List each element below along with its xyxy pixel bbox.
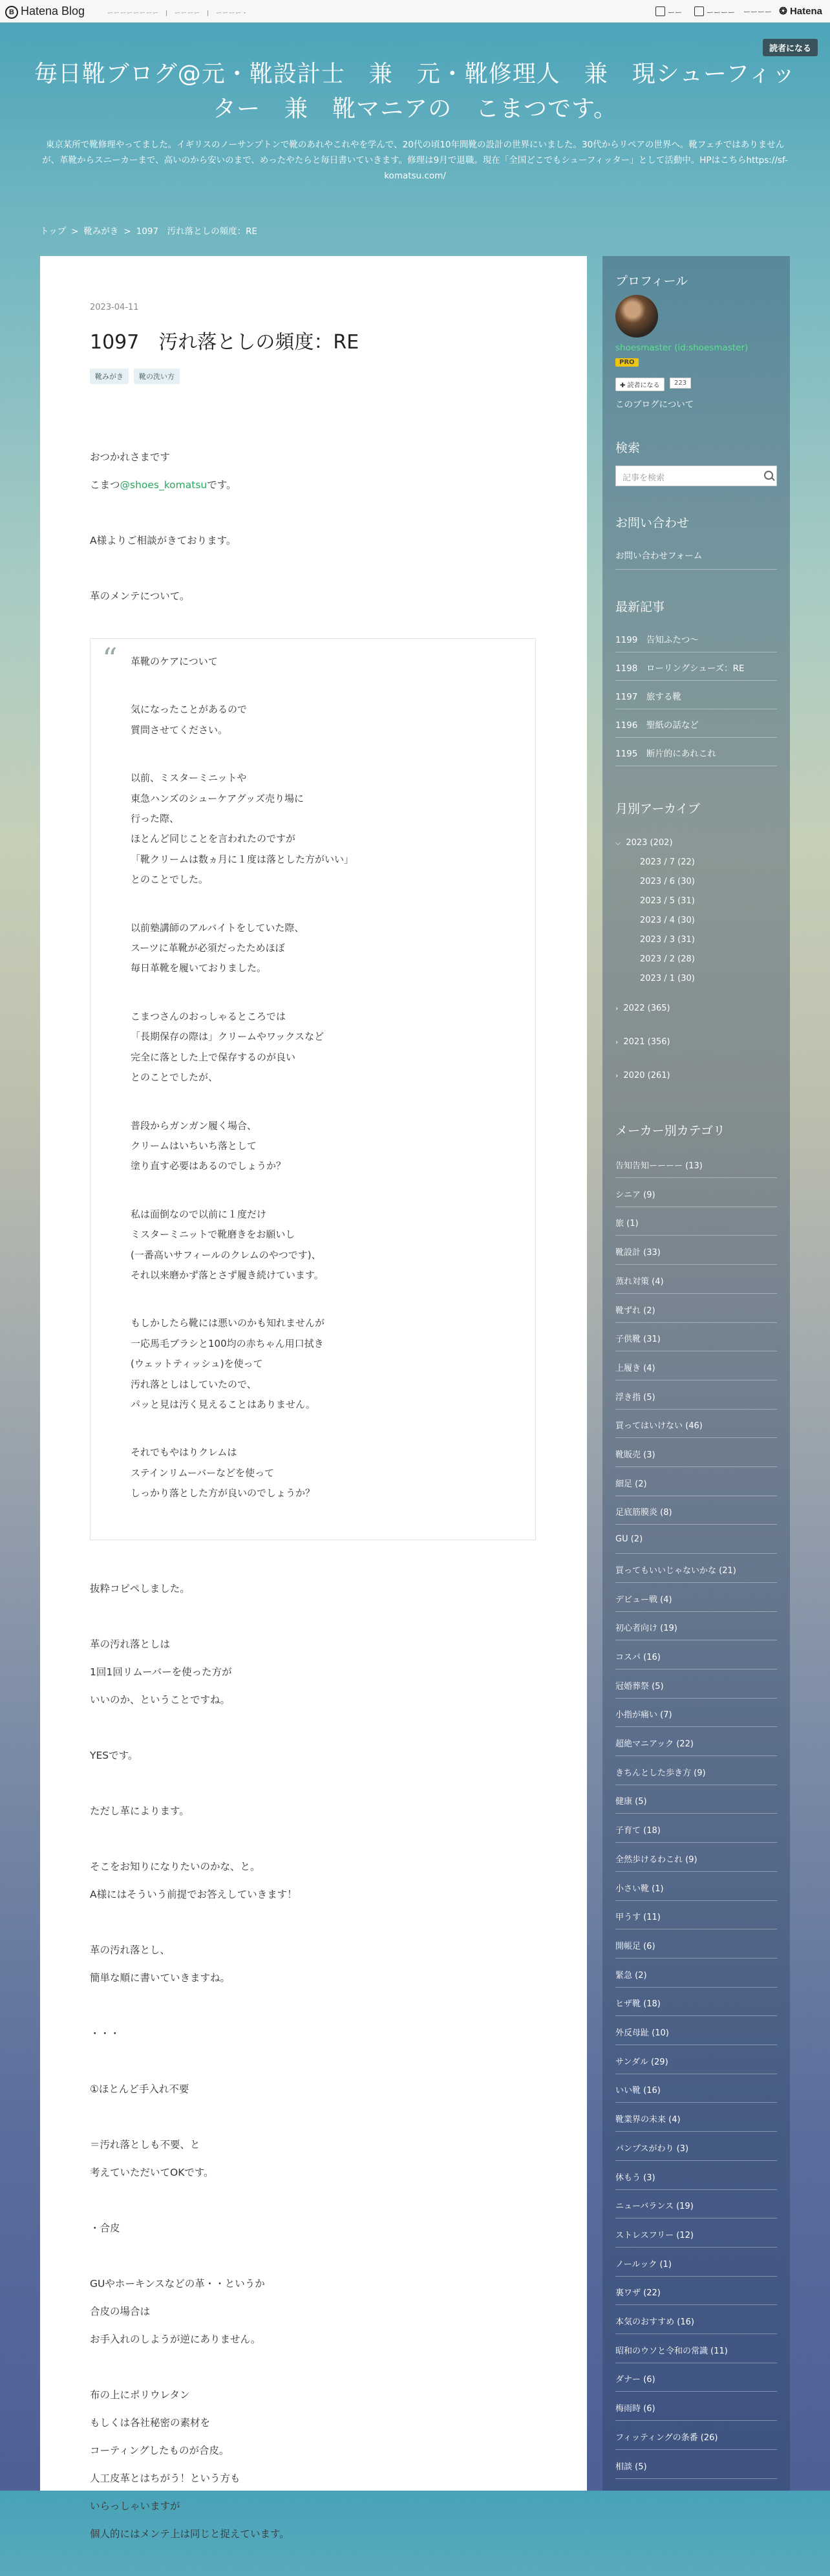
- article-paragraph: [90, 2131, 536, 2187]
- divider: [615, 1813, 777, 1814]
- divider: [615, 2189, 777, 2190]
- quote-line: 行った際、: [131, 813, 180, 825]
- hatena-logo[interactable]: ❂ Hatena: [779, 6, 822, 17]
- category-link[interactable]: きちんとした歩き方 (9): [615, 1768, 706, 1778]
- divider: [615, 2276, 777, 2277]
- sidebar: [602, 256, 790, 2491]
- article-title[interactable]: 1097 汚れ落としの頻度：RE: [90, 331, 359, 354]
- divider: [615, 1582, 777, 1583]
- category-link[interactable]: 浮き指 (5): [615, 1392, 655, 1402]
- category-link[interactable]: 靴ずれ (2): [615, 1305, 655, 1316]
- user-menu[interactable]: [743, 6, 772, 17]
- category-link[interactable]: 本気のおすすめ (16): [615, 2317, 694, 2327]
- category-link[interactable]: 足底筋膜炎 (8): [615, 1508, 672, 1518]
- quote-paragraph: [131, 1313, 516, 1415]
- divider: [615, 1322, 777, 1323]
- category-link[interactable]: ヒザ靴 (18): [615, 1999, 661, 2010]
- archive-month-link[interactable]: 2023 / 6 (30): [640, 877, 695, 886]
- archive-year-link[interactable]: [615, 1071, 670, 1080]
- article-paragraph: [90, 2381, 536, 2548]
- category-link[interactable]: 告知告知ーーーー (13): [615, 1161, 703, 1171]
- quote-paragraph: [131, 1443, 516, 1503]
- divider: [615, 569, 777, 570]
- category-link[interactable]: パンプスがわり (3): [615, 2143, 689, 2154]
- quote-line: (ウェットティッシュ)を使って: [131, 1358, 263, 1370]
- recent-article-link[interactable]: 1196 聖紙の話など: [615, 720, 699, 731]
- text-line: コーティングしたものが合皮。: [90, 2444, 229, 2456]
- category-link[interactable]: 初心者向け (19): [615, 1624, 677, 1634]
- quote-paragraph: [131, 918, 516, 979]
- quote-paragraph: [131, 768, 516, 890]
- article-body: [90, 444, 536, 2576]
- category-link[interactable]: 全然歩けるわこれ (9): [615, 1854, 697, 1865]
- quote-line: クリームはいちいち落として: [131, 1139, 257, 1152]
- text-line: いらっしゃいますが: [90, 2500, 180, 2512]
- user-menu-label: ーーーー: [743, 8, 772, 16]
- archive-year-label: 2020 (261): [623, 1071, 670, 1080]
- quote-line: 一応馬毛ブラシと100均の赤ちゃん用口拭き: [131, 1337, 324, 1349]
- article: [40, 256, 587, 2540]
- divider: [615, 1437, 777, 1438]
- chevron-right-icon: ›: [615, 1004, 619, 1013]
- quote-line: 汚れ落としはしていたので、: [131, 1378, 257, 1390]
- category-link[interactable]: 細足 (2): [615, 1479, 647, 1489]
- text-line: 合皮の場合は: [90, 2305, 151, 2317]
- category-link[interactable]: 買ってはいけない (46): [615, 1421, 703, 1432]
- archive-year-label: 2022 (365): [623, 1004, 670, 1013]
- category-heading: メーカー別カテゴリ: [615, 1124, 725, 1138]
- divider: [615, 737, 777, 738]
- category-link[interactable]: 蒸れ対策 (4): [615, 1276, 664, 1287]
- category-link[interactable]: 開帳足 (6): [615, 1941, 655, 1951]
- category-link[interactable]: 小指が痛い (7): [615, 1710, 672, 1721]
- archive-year-2023-label: 2023 (202): [626, 838, 673, 848]
- consult-paragraph: A様よりご相談がきております。: [90, 535, 237, 546]
- quote-paragraph: [131, 700, 516, 740]
- divider: [615, 1177, 777, 1178]
- quote-line: 質問させてください。: [131, 724, 228, 736]
- divider: [615, 2131, 777, 2132]
- text-line: お手入れのしようが逆にありません。: [90, 2333, 261, 2345]
- dashboard-icon: [694, 6, 704, 16]
- archive-year-link[interactable]: [615, 1037, 670, 1047]
- category-link[interactable]: シニア (9): [615, 1190, 655, 1200]
- divider: [615, 1726, 777, 1727]
- category-link[interactable]: ノールック (1): [615, 2259, 672, 2270]
- quote-paragraph: [131, 1116, 516, 1177]
- category-link[interactable]: 健康 (5): [615, 1797, 647, 1807]
- category-link[interactable]: 旅 (1): [615, 1219, 639, 1229]
- divider: [615, 2391, 777, 2392]
- category-link[interactable]: 外反母趾 (10): [615, 2028, 669, 2038]
- quote-line: それでもやはりクレムは: [131, 1446, 237, 1459]
- divider: [615, 2478, 777, 2479]
- intro-prefix: こまつ: [90, 479, 120, 491]
- contact-form-link[interactable]: お問い合わせフォーム: [615, 551, 703, 561]
- quote-block: [90, 638, 536, 1540]
- recent-article-link[interactable]: 1198 ローリングシューズ：RE: [615, 663, 745, 674]
- category-link[interactable]: 梅雨時 (6): [615, 2404, 655, 2414]
- divider: [615, 1553, 777, 1554]
- dashboard-button[interactable]: [694, 6, 735, 17]
- text-line: ・・・: [90, 2027, 120, 2039]
- divider: [615, 1611, 777, 1612]
- category-link[interactable]: 靴販売 (3): [615, 1450, 655, 1460]
- recent-article-link[interactable]: 1195 断片的にあれこれ: [615, 749, 716, 759]
- write-button[interactable]: [655, 6, 682, 17]
- quote-line: 以前、ミスターミニットや: [131, 772, 247, 784]
- category-link[interactable]: 子育て (18): [615, 1826, 661, 1836]
- quote-line: 革靴のケアについて: [131, 656, 218, 667]
- text-line: ・合皮: [90, 2222, 120, 2234]
- text-line: 簡単な順に書いていきますね。: [90, 1971, 231, 1984]
- contact-heading: お問い合わせ: [615, 516, 690, 530]
- recent-article-link[interactable]: 1197 旅する靴: [615, 692, 681, 702]
- article-paragraph: [90, 2215, 536, 2242]
- tag-shoe-wash[interactable]: 靴の洗い方: [134, 369, 180, 384]
- logo-text: Hatena Blog: [21, 5, 85, 17]
- header-menu-placeholder[interactable]: ーーーーーーーー | ーーーー | ーーーー・: [107, 10, 249, 17]
- category-link[interactable]: ダナー (6): [615, 2375, 655, 2385]
- greeting: おつかれさまです: [90, 451, 170, 463]
- category-link[interactable]: 昭和のウソと令和の常識 (11): [615, 2346, 728, 2356]
- category-link[interactable]: ニューバランス (19): [615, 2202, 694, 2212]
- archive-month-link[interactable]: 2023 / 3 (31): [640, 935, 695, 945]
- archive-heading: 月別アーカイブ: [615, 802, 700, 816]
- category-link[interactable]: いい靴 (16): [615, 2086, 661, 2096]
- category-link[interactable]: 相談 (5): [615, 2462, 647, 2472]
- category-link[interactable]: 超絶マニアック (22): [615, 1739, 694, 1749]
- quote-line: こまつさんのおっしゃるところでは: [131, 1010, 286, 1022]
- text-line: 布の上にポリウレタン: [90, 2388, 190, 2401]
- quote-icon: “: [102, 641, 118, 676]
- quote-line: (一番高いサフィールのクレムのやつです)、: [131, 1249, 321, 1261]
- archive-month-link[interactable]: 2023 / 2 (28): [640, 954, 695, 964]
- divider: [615, 2160, 777, 2161]
- search-heading: 検索: [615, 441, 641, 455]
- quote-line: スーツに革靴が必須だったためほぼ: [131, 942, 285, 954]
- intro: [90, 471, 536, 499]
- category-link[interactable]: 裏ワザ (22): [615, 2288, 661, 2299]
- dashboard-label: ーーーー: [707, 8, 735, 17]
- intro-suffix: です。: [207, 479, 237, 491]
- article-tags: [90, 369, 185, 384]
- tag-shoe-polish[interactable]: 靴みがき: [90, 369, 129, 384]
- article-paragraph: [90, 2270, 536, 2354]
- archive-year-2023[interactable]: [615, 838, 673, 848]
- archive-month-link[interactable]: 2023 / 4 (30): [640, 916, 695, 925]
- about-link[interactable]: このブログについて: [615, 400, 694, 410]
- article-paragraph: [90, 1853, 536, 1909]
- category-link[interactable]: 緊急 (2): [615, 1970, 647, 1980]
- global-header: [0, 0, 830, 23]
- quote-line: 「靴クリームは数ヵ月に１度は落とした方がいい」: [131, 853, 354, 865]
- quote-line: パッと見は汚く見えることはありません。: [131, 1398, 315, 1410]
- blog-description: 東京某所で靴修理やってました。イギリスのノーサンプトンで靴のあれやこれやを学んで、20代の頃10年間靴の設計の世界にいました。30代からリペアの世界へ。靴フェチではありませんが、革靴からスニーカーまで、高いのから安いのまで、めったやたらと毎日書いていきます。修理は9月で退職。現在「全国どこでもシューフィッター」として活動中。HPはこちらhttps://sf-komatsu.com/: [42, 140, 788, 181]
- category-link[interactable]: 休もう (3): [615, 2173, 655, 2183]
- article-paragraph: [90, 1631, 536, 1714]
- text-line: 1回1回リムーバーを使った方が: [90, 1666, 232, 1678]
- article-after-quote: [90, 1575, 536, 2548]
- quote-line: ステインリムーバーなどを使って: [131, 1466, 275, 1479]
- text-line: GUやホーキンスなどの革・・というか: [90, 2277, 265, 2290]
- category-link[interactable]: ストレスフリー (12): [615, 2230, 694, 2240]
- quote-line: 普段からガンガン履く場合、: [131, 1119, 257, 1132]
- article-paragraph: [90, 1798, 536, 1825]
- quote-paragraph: [131, 652, 516, 672]
- category-link[interactable]: GU (2): [615, 1534, 643, 1545]
- divider: [615, 1842, 777, 1843]
- text-line: 革の汚れ落とし、: [90, 1944, 171, 1956]
- breadcrumb: トップ > 靴みがき > 1097 汚れ落としの頻度：RE: [40, 226, 258, 237]
- article-paragraph: [90, 1937, 536, 1992]
- text-line: ＝汚れ落としも不要、と: [90, 2138, 200, 2151]
- divider: [615, 1409, 777, 1410]
- divider: [615, 1987, 777, 1988]
- profile-heading: プロフィール: [615, 274, 688, 288]
- quote-paragraph: [131, 1205, 516, 1286]
- pro-badge: PRO: [615, 358, 639, 367]
- write-label: ーー: [668, 8, 682, 17]
- quote-paragraph: [131, 1007, 516, 1088]
- recent-article-link[interactable]: 1199 告知ふたつ〜: [615, 635, 699, 645]
- divider: [615, 2247, 777, 2248]
- category-link[interactable]: 甲うす (11): [615, 1913, 661, 1923]
- hatena-blog-logo[interactable]: [5, 5, 85, 19]
- text-line: A様にはそういう前提でお答えしていきます！: [90, 1888, 297, 1900]
- text-line: 個人的にはメンテ上は同じと捉えています。: [90, 2528, 290, 2540]
- divider: [615, 1524, 777, 1525]
- quote-line: それ以来磨かず落とさず履き続けています。: [131, 1269, 324, 1281]
- divider: [615, 2102, 777, 2103]
- quote-line: 完全に落とした上で保存するのが良い: [131, 1051, 296, 1063]
- archive-month-link[interactable]: 2023 / 5 (31): [640, 896, 695, 906]
- text-line: 考えていただいてOKです。: [90, 2166, 214, 2178]
- divider: [615, 2015, 777, 2016]
- quote-line: 東急ハンズのシューケアグッズ売り場に: [131, 792, 304, 804]
- quote-line: ミスターミニットで靴磨きをお願いし: [131, 1229, 295, 1241]
- text-line: ただし革によります。: [90, 1805, 189, 1817]
- quote-line: 塗り直す必要はあるのでしょうか？: [131, 1160, 286, 1172]
- quote-line: 気になったことがあるので: [131, 703, 248, 716]
- twitter-link[interactable]: @shoes_komatsu: [120, 479, 208, 491]
- divider: [615, 1264, 777, 1265]
- category-link[interactable]: フィッティングの条番 (26): [615, 2432, 718, 2443]
- category-link[interactable]: 買ってもいいじゃないかな (21): [615, 1565, 736, 1576]
- blog-title[interactable]: 毎日靴ブログ@元・靴設計士 兼 元・靴修理人 兼 現シューフィッター 兼 靴マニアの こまつです。: [34, 61, 796, 122]
- logo-mark: B: [5, 6, 18, 19]
- category-link[interactable]: 上履き (4): [615, 1363, 655, 1373]
- category-link[interactable]: 靴設計 (33): [615, 1248, 661, 1258]
- category-link[interactable]: サンダル (29): [615, 2057, 668, 2067]
- divider: [615, 680, 777, 681]
- archive-year-label: 2021 (356): [623, 1037, 670, 1047]
- article-paragraph: [90, 2076, 536, 2103]
- profile-username[interactable]: shoesmaster (id:shoesmaster): [615, 343, 749, 353]
- divider: [615, 1958, 777, 1959]
- text-line: ①ほとんど手入れ不要: [90, 2083, 189, 2095]
- article-paragraph: [90, 1575, 536, 1603]
- quote-line: しっかり落とした方が良いのでしょうか？: [131, 1487, 315, 1499]
- category-link[interactable]: コスパ (16): [615, 1652, 661, 1662]
- quote-line: もしかしたら靴には悪いのかも知れませんが: [131, 1317, 325, 1329]
- profile-subscribe-label: 読者になる: [627, 382, 660, 389]
- category-link[interactable]: 子供靴 (31): [615, 1335, 661, 1345]
- divider: [615, 1293, 777, 1294]
- hatena-text: Hatena: [789, 6, 822, 17]
- category-link[interactable]: 小さい靴 (1): [615, 1884, 664, 1894]
- article-paragraph: [90, 2020, 536, 2048]
- quote-line: とのことでしたが、: [131, 1071, 218, 1084]
- subscriber-count: 223: [670, 378, 691, 389]
- text-line: 人工皮革とはちがう！という方も: [90, 2472, 240, 2484]
- breadcrumb-category[interactable]: 靴みがき: [83, 226, 119, 237]
- divider: [615, 1871, 777, 1872]
- quote-line: 以前塾講師のアルバイトをしていた際、: [131, 921, 304, 934]
- chevron-right-icon: ›: [615, 1071, 619, 1080]
- text-line: 革の汚れ落としは: [90, 1638, 171, 1650]
- category-link[interactable]: 靴業界の未来 (4): [615, 2115, 681, 2125]
- chevron-right-icon: ›: [615, 1038, 619, 1046]
- archive-year-link[interactable]: [615, 1004, 670, 1013]
- recent-heading: 最新記事: [615, 600, 665, 614]
- divider: [615, 1755, 777, 1756]
- search-icon[interactable]: [764, 471, 773, 480]
- text-line: そこをお知りになりたいのかな、と。: [90, 1860, 261, 1873]
- divider: [615, 1698, 777, 1699]
- archive-month-link[interactable]: 2023 / 1 (30): [640, 974, 695, 983]
- quote-line: 私は面倒なので以前に１度だけ: [131, 1208, 267, 1220]
- topic-paragraph: 革のメンテについて。: [90, 590, 190, 602]
- breadcrumb-current: 1097 汚れ落としの頻度：RE: [136, 226, 258, 237]
- search-input[interactable]: 記事を検索: [615, 466, 777, 486]
- archive-month-link[interactable]: 2023 / 7 (22): [640, 857, 695, 867]
- divider: [615, 2449, 777, 2450]
- profile-subscribe-button[interactable]: ✚ 読者になる: [615, 378, 665, 391]
- text-line: 抜粋コピペしました。: [90, 1582, 190, 1594]
- quote-line: とのことでした。: [131, 874, 209, 886]
- article-paragraph: [90, 1742, 536, 1770]
- avatar[interactable]: [615, 295, 658, 338]
- subscribe-button[interactable]: 読者になる: [763, 39, 818, 56]
- quote-line: ほとんど同じことを言われたのですが: [131, 833, 296, 845]
- chevron-down-icon: ⌵: [615, 839, 621, 847]
- divider: [615, 1900, 777, 1901]
- pencil-icon: [655, 6, 665, 16]
- article-date[interactable]: 2023-04-11: [90, 303, 139, 312]
- divider: [615, 1466, 777, 1467]
- divider: [615, 1235, 777, 1236]
- quote-line: 毎日革靴を履いておりました。: [131, 962, 267, 974]
- breadcrumb-top[interactable]: トップ: [40, 226, 67, 237]
- text-line: もしくは各社秘密の素材を: [90, 2416, 211, 2429]
- divider: [615, 2420, 777, 2421]
- quote-line: 「長期保存の際は」クリームやワックスなど: [131, 1031, 325, 1043]
- category-link[interactable]: 冠婚葬祭 (5): [615, 1681, 664, 1691]
- text-line: いいのか、ということですね。: [90, 1693, 231, 1706]
- divider: [615, 2304, 777, 2305]
- text-line: YESです。: [90, 1749, 138, 1761]
- category-link[interactable]: デビュー戦 (4): [615, 1594, 672, 1605]
